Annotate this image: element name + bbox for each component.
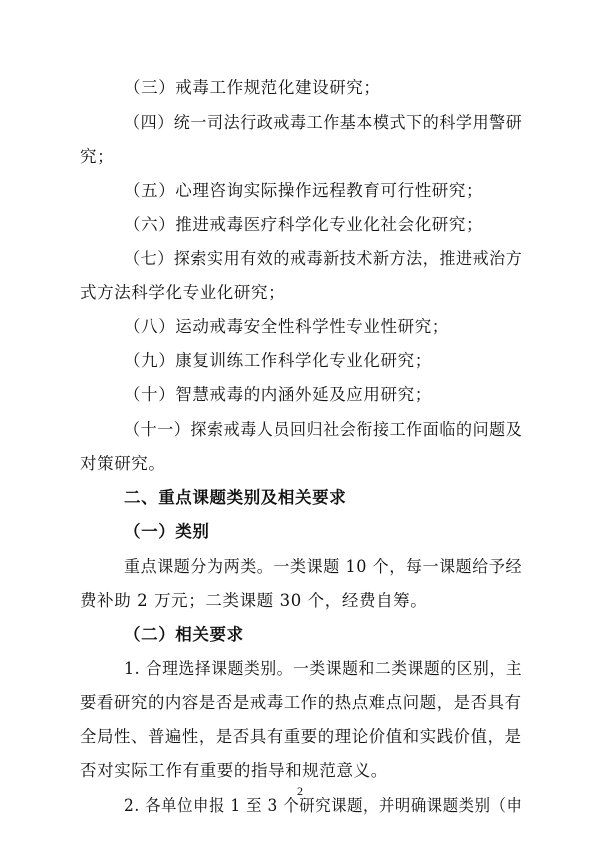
list-item-8: （八）运动戒毒安全性科学性专业性研究； [124,317,449,336]
paragraph-req-1-line2: 要看研究的内容是否是戒毒工作的热点难点问题，是否具有 [80,693,522,712]
section-heading-2: 二、重点课题类别及相关要求 [124,488,347,507]
paragraph-category: 重点课题分为两类。一类课题 10 个，每一课题给予经 [124,557,523,576]
paragraph-req-2: 2. 各单位申报 1 至 3 个研究课题，并明确课题类别（申 [124,796,523,815]
page-number: 2 [297,784,303,798]
list-item-7-cont: 式方法科学化专业化研究； [80,283,286,302]
list-item-11-cont: 对策研究。 [80,454,166,473]
subheading-requirements: （二）相关要求 [124,625,244,644]
paragraph-req-1-line3: 全局性、普遍性，是否具有重要的理论价值和实践价值，是 [80,727,522,746]
paragraph-req-1-line4: 否对实际工作有重要的指导和规范意义。 [80,761,388,780]
list-item-7: （七）探索实用有效的戒毒新技术新方法，推进戒治方 [124,249,523,268]
paragraph-req-1: 1. 合理选择课题类别。一类课题和二类课题的区别，主 [124,659,523,678]
list-item-4: （四）统一司法行政戒毒工作基本模式下的科学用警研 [124,113,523,132]
list-item-9: （九）康复训练工作科学化专业化研究； [124,351,432,370]
list-item-6: （六）推进戒毒医疗科学化专业化社会化研究； [124,215,484,234]
paragraph-category-cont: 费补助 2 万元；二类课题 30 个，经费自筹。 [80,591,428,610]
list-item-4-cont: 究； [80,147,115,166]
list-item-11: （十一）探索戒毒人员回归社会衔接工作面临的问题及 [124,420,523,439]
list-item-5: （五）心理咨询实际操作远程教育可行性研究； [124,181,484,200]
subheading-category: （一）类别 [124,522,210,541]
list-item-3: （三）戒毒工作规范化建设研究； [124,78,381,97]
list-item-10: （十）智慧戒毒的内涵外延及应用研究； [124,385,432,404]
